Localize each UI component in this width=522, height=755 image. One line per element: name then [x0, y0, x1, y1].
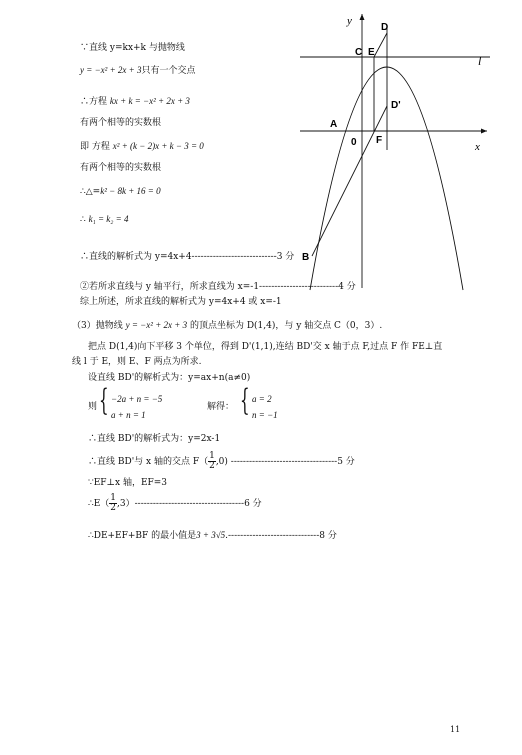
sol-line-5-text: 即 方程 — [80, 142, 110, 152]
part3-line-7: ∵EF⊥x 轴，EF=3 — [88, 478, 168, 488]
parabola — [310, 67, 463, 290]
label-Dprime: D' — [391, 100, 401, 111]
segment-BDprime — [312, 106, 387, 256]
label-A: A — [330, 119, 338, 130]
part3-line-8-text-a: ∴E（ — [88, 499, 110, 509]
sol-line-9: ∴直线的解析式为 y=4x+4----------------------------3 分 — [80, 252, 295, 262]
sol-line-7 — [80, 185, 161, 198]
part3-line-8 — [88, 492, 262, 516]
label-F: F — [376, 135, 383, 146]
part3-line-4: 设直线 BD'的解析式为：y=ax+n(a≠0) — [88, 373, 251, 383]
sol-line-8-text: ∴ — [80, 215, 86, 225]
x-axis-arrow — [481, 129, 487, 134]
part3-line-5: ∴直线 BD'的解析式为：y=2x-1 — [88, 434, 221, 444]
label-O: 0 — [351, 137, 357, 148]
minimum-value: 3 + 3√5 — [196, 530, 226, 540]
sol-line-8 — [80, 213, 129, 226]
sol-line-1: ∵直线 y=kx+k 与抛物线 — [80, 43, 185, 53]
part3-line-3: 线 l 于 E，则 E、F 两点为所求. — [72, 357, 202, 367]
sol-line-10: ②若所求直线与 y 轴平行，所求直线为 x=-1--------------------------4 分 — [80, 282, 356, 292]
fraction-numerator: 1 — [110, 493, 117, 503]
segment-DE — [374, 33, 387, 57]
part3-line-1 — [72, 319, 382, 332]
label-C: C — [355, 47, 363, 58]
fraction-half-E — [109, 494, 117, 513]
sol-line-7-text: ∴△= — [80, 187, 101, 197]
system-eq-2: a + n = 1 — [111, 410, 146, 420]
fraction-numerator: 1 — [209, 451, 215, 461]
discriminant-equation: k² − 8k + 16 = 0 — [100, 186, 161, 196]
label-B: B — [302, 252, 310, 263]
label-x: x — [475, 141, 480, 153]
fraction-half-F — [208, 452, 216, 471]
sol-line-6: 有两个相等的实数根 — [80, 163, 162, 173]
solution-a: a = 2 — [252, 394, 272, 404]
label-E: E — [368, 47, 375, 58]
part3-parabola-equation: y = −x² + 2x + 3 — [125, 320, 188, 330]
label-D: D — [381, 22, 389, 33]
brace-right: { — [240, 383, 250, 418]
fraction-denominator: 2 — [209, 461, 215, 471]
k-values: k₁ = k₂ = 4 — [88, 214, 129, 224]
label-l: l — [478, 54, 482, 68]
sol-equation-3: kx + k = −x² + 2x + 3 — [109, 96, 190, 106]
brace-left: { — [99, 383, 109, 418]
part3-line-8-text-b: ,3）------------------------------------6 分 — [117, 499, 262, 509]
fraction-denominator: 2 — [110, 503, 117, 513]
sol-line-2 — [80, 64, 196, 77]
sol-line-4: 有两个相等的实数根 — [80, 118, 162, 128]
system-eq-1: −2a + n = −5 — [111, 394, 163, 404]
sol-line-3 — [80, 95, 190, 108]
part3-line-9 — [88, 529, 337, 542]
system-solve: 解得： — [207, 402, 235, 412]
sol-line-11: 综上所述，所求直线的解析式为 y=4x+4 或 x=-1 — [80, 297, 282, 307]
solution-n: n = −1 — [252, 410, 278, 420]
part3-line-9-text-a: ∴DE+EF+BF 的最小值是 — [88, 531, 197, 541]
part3-line-6 — [88, 450, 355, 474]
parabola-equation: y = −x² + 2x + 3 — [80, 65, 142, 75]
part3-line-1-text-a: （3）抛物线 — [72, 321, 123, 331]
sol-equation-5: x² + (k − 2)x + k − 3 = 0 — [112, 141, 204, 151]
part3-line-2: 把点 D(1,4)向下平移 3 个单位，得到 D'(1,1),连结 BD'交 x 轴于点 F,过点 F 作 FE⊥直 — [88, 342, 443, 352]
sol-line-5 — [80, 140, 204, 153]
part3-line-1-text-c: 的顶点坐标为 D(1,4)，与 y 轴交点 C（0，3）. — [189, 321, 383, 331]
sol-line-2-text: 只有一个交点 — [141, 66, 196, 76]
part3-line-6-text-a: ∴直线 BD'与 x 轴的交点 F（ — [88, 457, 209, 467]
system-then: 则 — [88, 402, 98, 412]
part3-line-6-text-b: ,0) -----------------------------------5 分 — [215, 457, 355, 467]
page-number: 11 — [450, 725, 461, 734]
sol-line-3-text: ∴方程 — [80, 97, 108, 107]
label-y: y — [347, 15, 352, 27]
part3-line-9-text-c: .------------------------------8 分 — [225, 531, 337, 541]
y-axis-arrow — [360, 14, 365, 20]
